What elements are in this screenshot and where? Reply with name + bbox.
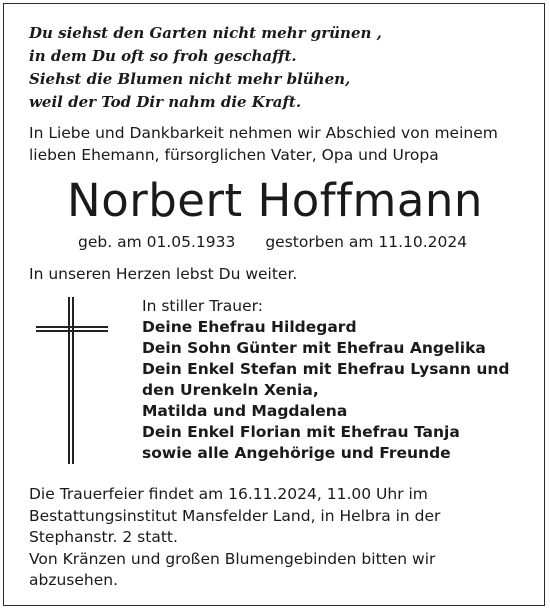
mourner-line: Dein Sohn Günter mit Ehefrau Angelika (142, 339, 486, 357)
poem-line: weil der Tod Dir nahm die Kraft. (29, 93, 302, 111)
funeral-line: Die Trauerfeier findet am 16.11.2024, 11.00 Uhr im (29, 485, 428, 503)
intro-text (29, 122, 529, 166)
cross-icon (36, 297, 108, 464)
funeral-line: Bestattungsinstitut Mansfelder Land, in Helbra in der (29, 506, 441, 525)
poem-line: in dem Du oft so froh geschafft. (29, 47, 297, 65)
poem-line: Du siehst den Garten nicht mehr grünen , (29, 24, 382, 42)
poem-line: Siehst die Blumen nicht mehr blühen, (29, 70, 351, 88)
mourner-line: den Urenkeln Xenia, (142, 381, 319, 399)
deceased-name: Norbert Hoffmann (67, 174, 483, 227)
mourner-line: Deine Ehefrau Hildegard (142, 318, 357, 336)
mourner-line: sowie alle Angehörige und Freunde (142, 444, 451, 462)
mourner-line: Dein Enkel Stefan mit Ehefrau Lysann und (142, 360, 510, 378)
funeral-line: Stephanstr. 2 statt. (29, 528, 178, 546)
intro-line: lieben Ehemann, fürsorglichen Vater, Opa und Uropa (29, 146, 439, 164)
mourners-block (142, 296, 510, 464)
funeral-info (29, 484, 529, 592)
life-dates (78, 232, 467, 252)
funeral-line: Von Kränzen und großen Blumengebinden bitten wir (29, 549, 436, 568)
mourning-label: In stiller Trauer: (142, 297, 263, 315)
funeral-line: abzusehen. (29, 571, 119, 589)
death-date: gestorben am 11.10.2024 (265, 233, 468, 251)
intro-line: In Liebe und Dankbarkeit nehmen wir Abschied von meinem (29, 124, 498, 142)
birth-date: geb. am 01.05.1933 (78, 233, 236, 251)
heart-line: In unseren Herzen lebst Du weiter. (29, 265, 298, 283)
mourner-line: Dein Enkel Florian mit Ehefrau Tanja (142, 423, 460, 441)
mourners-list (142, 317, 510, 464)
mourner-line: Matilda und Magdalena (142, 402, 348, 420)
poem (29, 22, 382, 114)
